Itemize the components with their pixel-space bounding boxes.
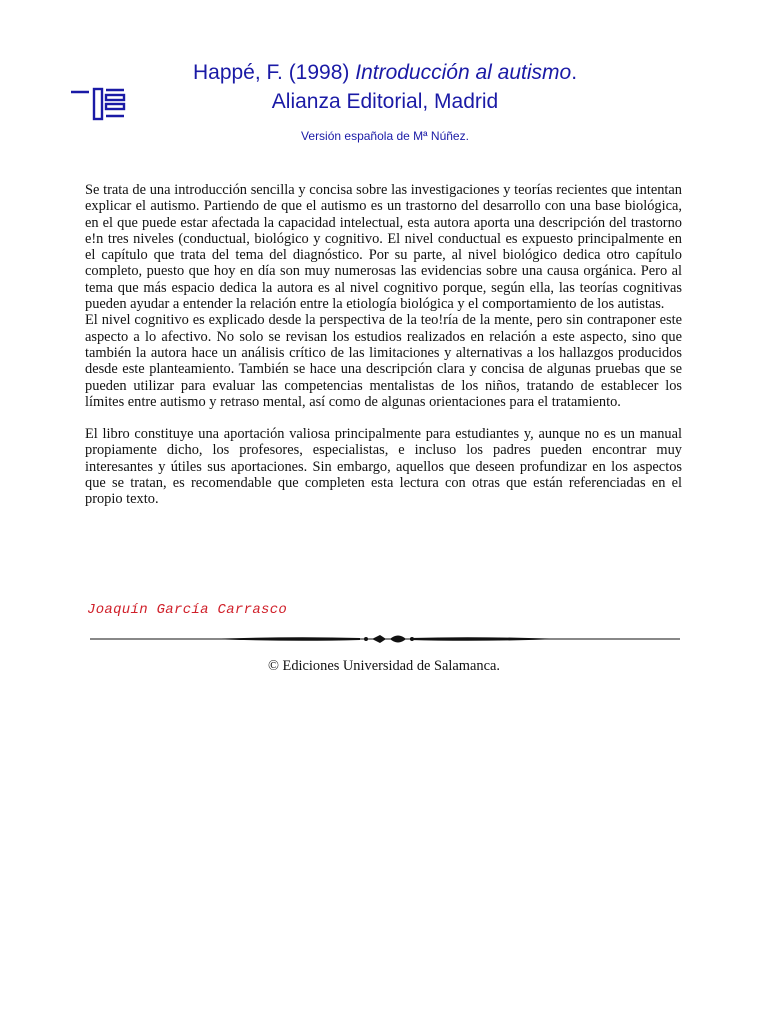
review-author: Joaquín García Carrasco	[87, 602, 288, 618]
ornamental-divider	[90, 630, 680, 648]
publisher-line: Alianza Editorial, Madrid	[271, 90, 499, 113]
paragraph-2: El nivel cognitivo es explicado desde la perspectiva de la teo!ría de la mente, pero sin contraponer este aspecto a lo afectivo. No solo se revisan los estudios realizados en relación a este aspecto, sino que también la autora hace un análisis crítico de las limitaciones y alternativas a los hallazgos producidos desde este planteamiento. También se hace una descripción clara y concisa de algunas pruebas que se pueden utilizar para evaluar las competencias mentalistas de los niños, tratando de establecer los límites entre autismo y retraso mental, así como de algunas orientaciones para el tratamiento.	[85, 312, 682, 410]
citation-suffix: .	[571, 61, 578, 84]
paragraph-1: Se trata de una introducción sencilla y concisa sobre las investigaciones y teorías recientes que intentan explicar el autismo. Partiendo de que el autismo es un trastorno del desarrollo con una base biológica, en el que puede estar afectada la capacidad intelectual, esta autora aporta una descripción del trastorno e!n tres niveles (conductual, biológico y cognitivo. El nivel conductual es expuesto principalmente en el capítulo que trata del tema del diagnóstico. Por su parte, al nivel biológico dedica otro capítulo completo, puesto que hoy en día son muy numerosas las evidencias sobre una causa orgánica. Pero al tema que más espacio dedica la autora es al nivel cognitivo porque, según ella, las teorías cognitivas pueden ayudar a entender la relación entre la etiología biológica y el comportamiento de los autistas.	[85, 182, 682, 313]
publisher-logo-icon	[70, 87, 126, 121]
citation-header	[130, 58, 640, 143]
citation-prefix: Happé, F. (1998)	[192, 61, 356, 84]
copyright-footer: © Ediciones Universidad de Salamanca.	[268, 658, 500, 674]
paragraph-3: El libro constituye una aportación valiosa principalmente para estudiantes y, aunque no es un manual propiamente dicho, los profesores, especialistas, e incluso los padres pueden encontrar muy interesantes y útiles sus aportaciones. Sin embargo, aquellos que deseen profundizar en los aspectos que se tratan, es recomendable que completen esta lectura con otras que están referenciadas en el propio texto.	[85, 426, 682, 508]
citation-line	[130, 58, 640, 87]
review-body	[85, 182, 682, 508]
translation-note: Versión española de Mª Núñez.	[301, 129, 469, 143]
book-title: Introducción al autismo	[355, 61, 572, 84]
